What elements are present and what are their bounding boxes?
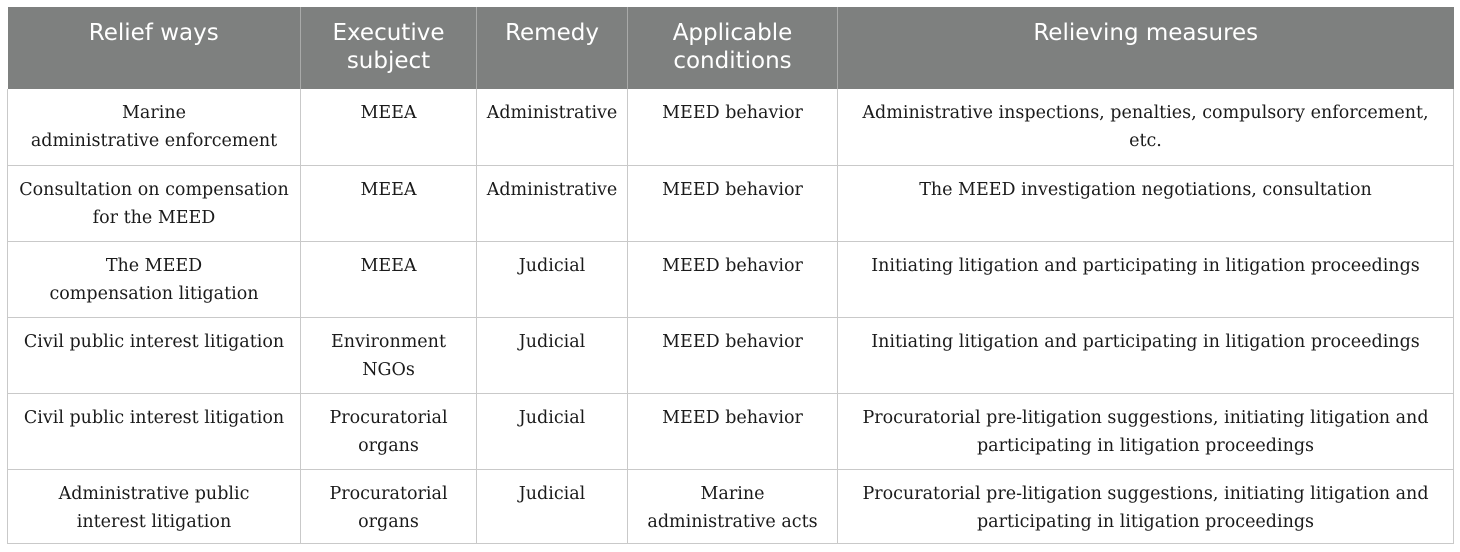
cell-applicable-conditions: MEED behavior: [628, 393, 838, 469]
cell-remedy: Judicial: [477, 393, 628, 469]
header-relief-ways: [8, 7, 301, 89]
cell-applicable-conditions: MEED behavior: [628, 89, 838, 165]
header-executive-subject: [301, 7, 477, 89]
table-row: [8, 469, 1454, 543]
header-relieving-measures: [838, 7, 1454, 89]
cell-remedy: Judicial: [477, 317, 628, 393]
table-body: [8, 89, 1454, 543]
header-label: Executive subject: [332, 20, 445, 74]
cell-relieving-measures: Procuratorial pre-litigation suggestions, initiating litigation and participating in litigation proceedings: [838, 469, 1454, 543]
table-row: [8, 89, 1454, 165]
header-label: Relief ways: [88, 20, 219, 46]
cell-applicable-conditions: Marine administrative acts: [628, 469, 838, 543]
header-remedy: [477, 7, 628, 89]
cell-relief-way: Administrative public interest litigation: [8, 469, 301, 543]
table-row: [8, 317, 1454, 393]
header-label: Remedy: [505, 20, 599, 46]
cell-relieving-measures: Administrative inspections, penalties, compulsory enforcement, etc.: [838, 89, 1454, 165]
table-header: [8, 7, 1454, 89]
header-row: [8, 7, 1454, 89]
cell-executive-subject: MEEA: [301, 241, 477, 317]
cell-executive-subject: Procuratorial organs: [301, 393, 477, 469]
cell-relief-way: Civil public interest litigation: [8, 317, 301, 393]
table-row: [8, 393, 1454, 469]
cell-remedy: Administrative: [477, 89, 628, 165]
cell-relieving-measures: Initiating litigation and participating in litigation proceedings: [838, 317, 1454, 393]
cell-applicable-conditions: MEED behavior: [628, 241, 838, 317]
cell-executive-subject: Environment NGOs: [301, 317, 477, 393]
cell-relieving-measures: The MEED investigation negotiations, consultation: [838, 165, 1454, 241]
cell-executive-subject: MEEA: [301, 165, 477, 241]
cell-relief-way: Marine administrative enforcement: [8, 89, 301, 165]
cell-remedy: Judicial: [477, 469, 628, 543]
table-row: [8, 241, 1454, 317]
table-row: [8, 165, 1454, 241]
cell-executive-subject: Procuratorial organs: [301, 469, 477, 543]
cell-applicable-conditions: MEED behavior: [628, 317, 838, 393]
cell-remedy: Judicial: [477, 241, 628, 317]
cell-remedy: Administrative: [477, 165, 628, 241]
cell-applicable-conditions: MEED behavior: [628, 165, 838, 241]
cell-relief-way: Civil public interest litigation: [8, 393, 301, 469]
cell-relieving-measures: Initiating litigation and participating in litigation proceedings: [838, 241, 1454, 317]
header-applicable-conditions: [628, 7, 838, 89]
header-label: Relieving measures: [1033, 20, 1259, 46]
cell-relief-way: Consultation on compensation for the MEED: [8, 165, 301, 241]
relief-ways-table: [7, 7, 1454, 544]
relief-ways-table-container: [7, 7, 1453, 544]
cell-relieving-measures: Procuratorial pre-litigation suggestions, initiating litigation and participating in litigation proceedings: [838, 393, 1454, 469]
cell-relief-way: The MEED compensation litigation: [8, 241, 301, 317]
cell-executive-subject: MEEA: [301, 89, 477, 165]
header-label: Applicable conditions: [672, 20, 793, 74]
